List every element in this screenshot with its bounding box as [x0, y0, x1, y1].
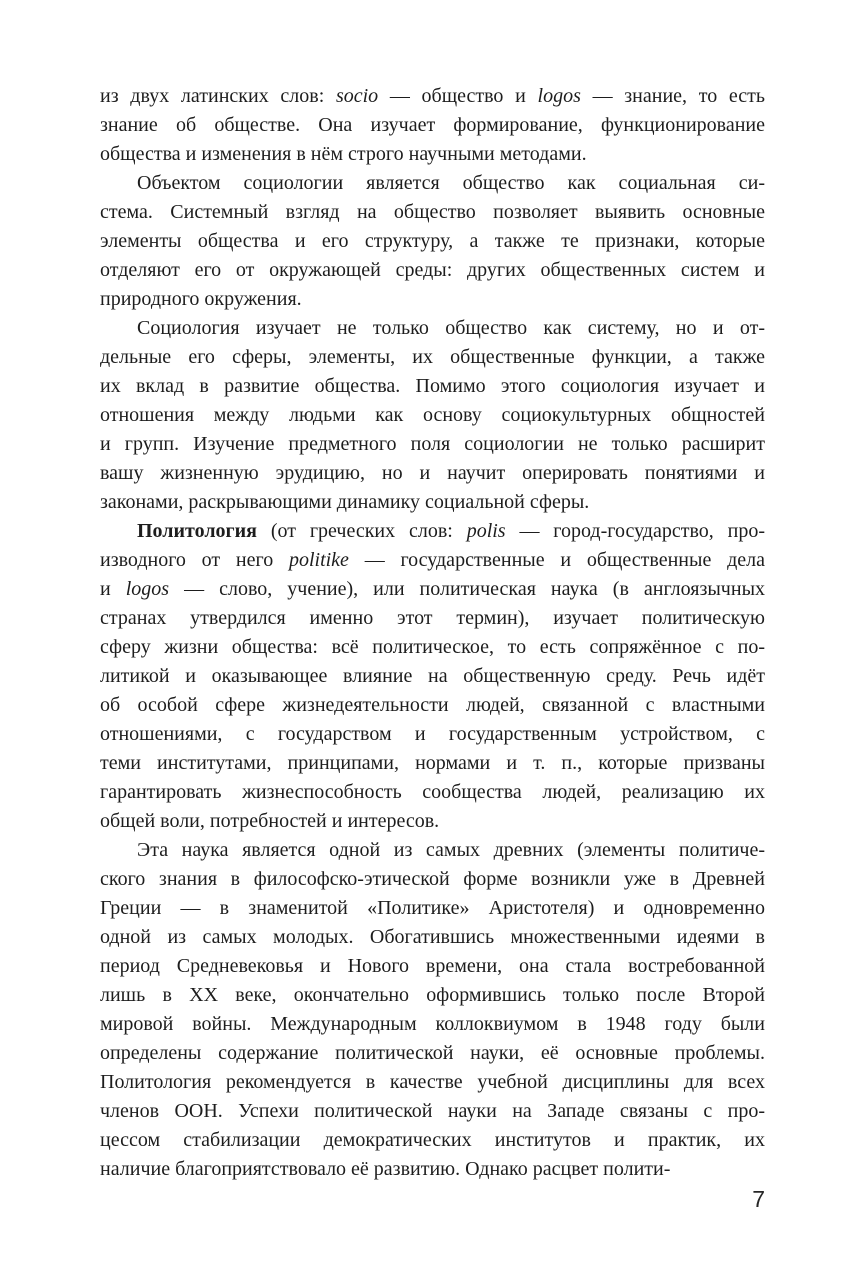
text-segment: определены содержание политической науки, её основные проблемы.	[100, 1042, 765, 1064]
text-line	[100, 720, 765, 749]
text-line	[100, 372, 765, 401]
text-segment: Политология	[137, 520, 257, 542]
text-segment: общества и изменения в нём строго научными методами.	[100, 143, 587, 165]
text-segment: теми институтами, принципами, нормами и т. п., которые призваны	[100, 752, 765, 774]
text-segment: — государственные и общественные дела	[348, 549, 765, 571]
text-segment: logos	[125, 578, 170, 600]
text-line	[100, 517, 765, 546]
text-line	[100, 604, 765, 633]
paragraph	[100, 314, 765, 517]
text-segment: общей воли, потребностей и интересов.	[100, 810, 440, 832]
text-line	[100, 1039, 765, 1068]
paragraph	[100, 82, 765, 169]
text-line	[100, 430, 765, 459]
text-line	[100, 575, 765, 604]
paragraph	[100, 169, 765, 314]
text-line	[100, 82, 765, 111]
text-segment: Эта наука является одной из самых древних (элементы политиче-	[137, 839, 765, 861]
text-segment: и групп. Изучение предметного поля социологии не только расширит	[100, 433, 765, 455]
text-line	[100, 691, 765, 720]
text-segment: период Средневековья и Нового времени, она стала востребованной	[100, 955, 765, 977]
text-line	[100, 807, 765, 836]
text-line	[100, 749, 765, 778]
text-segment: logos	[537, 85, 581, 107]
text-segment: цессом стабилизации демократических институтов и практик, их	[100, 1129, 765, 1151]
text-line	[100, 140, 765, 169]
text-segment: гарантировать жизнеспособность сообщества людей, реализацию их	[100, 781, 765, 803]
text-line	[100, 633, 765, 662]
text-segment: сферу жизни общества: всё политическое, то есть сопряжённое с по-	[100, 636, 765, 658]
text-line	[100, 111, 765, 140]
text-segment: Объектом социологии является общество как социальная си-	[137, 172, 765, 194]
text-segment: изводного от него	[100, 549, 289, 571]
text-segment: стема. Системный взгляд на общество позволяет выявить основные	[100, 201, 765, 223]
text-segment: Греции — в знаменитой «Политике» Аристотеля) и одновременно	[100, 897, 765, 919]
text-segment: politike	[288, 549, 349, 571]
text-segment: ского знания в философско-этической форме возникли уже в Древней	[100, 868, 765, 890]
text-segment: socio	[335, 85, 379, 107]
body-text	[100, 82, 765, 1184]
text-segment: вашу жизненную эрудицию, но и научит оперировать понятиями и	[100, 462, 765, 484]
text-segment: отношения между людьми как основу социокультурных общностей	[100, 404, 765, 426]
text-line	[100, 314, 765, 343]
text-segment: законами, раскрывающими динамику социальной сферы.	[100, 491, 590, 513]
text-segment: (от греческих слов:	[256, 520, 467, 542]
text-line	[100, 459, 765, 488]
text-line	[100, 1155, 765, 1184]
text-line	[100, 981, 765, 1010]
text-segment: — общество и	[378, 85, 538, 107]
text-segment: из двух латинских слов:	[100, 85, 336, 107]
text-segment: — знание, то есть	[580, 85, 765, 107]
text-segment: и	[100, 578, 126, 600]
text-segment: отношениями, с государством и государственным устройством, с	[100, 723, 765, 745]
page-number: 7	[752, 1186, 765, 1212]
text-line	[100, 1097, 765, 1126]
paragraph	[100, 517, 765, 836]
text-segment: одной из самых молодых. Обогатившись множественными идеями в	[100, 926, 765, 948]
text-segment: наличие благоприятствовало её развитию. Однако расцвет полити-	[100, 1158, 671, 1180]
text-line	[100, 227, 765, 256]
text-segment: дельные его сферы, элементы, их общественные функции, а также	[100, 346, 765, 368]
text-segment: литикой и оказывающее влияние на общественную среду. Речь идёт	[100, 665, 765, 687]
text-line	[100, 836, 765, 865]
text-segment: polis	[466, 520, 506, 542]
text-line	[100, 256, 765, 285]
text-line	[100, 952, 765, 981]
text-segment: членов ООН. Успехи политической науки на Западе связаны с про-	[100, 1100, 765, 1122]
text-line	[100, 198, 765, 227]
text-line	[100, 401, 765, 430]
text-segment: отделяют его от окружающей среды: других общественных систем и	[100, 259, 765, 281]
text-line	[100, 923, 765, 952]
text-line	[100, 343, 765, 372]
text-line	[100, 662, 765, 691]
text-segment: элементы общества и его структуру, а также те признаки, которые	[100, 230, 765, 252]
text-line	[100, 1068, 765, 1097]
text-line	[100, 1010, 765, 1039]
text-line	[100, 778, 765, 807]
text-segment: мировой войны. Международным коллоквиумом в 1948 году были	[100, 1013, 765, 1035]
text-line	[100, 894, 765, 923]
text-segment: странах утвердился именно этот термин), изучает политическую	[100, 607, 765, 629]
text-segment: — слово, учение), или политическая наука (в англоязычных	[169, 578, 766, 600]
text-line	[100, 169, 765, 198]
text-segment: об особой сфере жизнедеятельности людей, связанной с властными	[100, 694, 765, 716]
text-segment: Политология рекомендуется в качестве учебной дисциплины для всех	[100, 1071, 765, 1093]
text-segment: — город-государство, про-	[505, 520, 765, 542]
text-line	[100, 546, 765, 575]
text-segment: Социология изучает не только общество как систему, но и от-	[137, 317, 765, 339]
text-line	[100, 1126, 765, 1155]
text-line	[100, 285, 765, 314]
text-line	[100, 865, 765, 894]
text-segment: знание об обществе. Она изучает формирование, функционирование	[100, 114, 765, 136]
text-segment: лишь в XX веке, окончательно оформившись только после Второй	[100, 984, 765, 1006]
paragraph	[100, 836, 765, 1184]
text-line	[100, 488, 765, 517]
text-segment: их вклад в развитие общества. Помимо этого социология изучает и	[100, 375, 765, 397]
text-segment: природного окружения.	[100, 288, 302, 310]
